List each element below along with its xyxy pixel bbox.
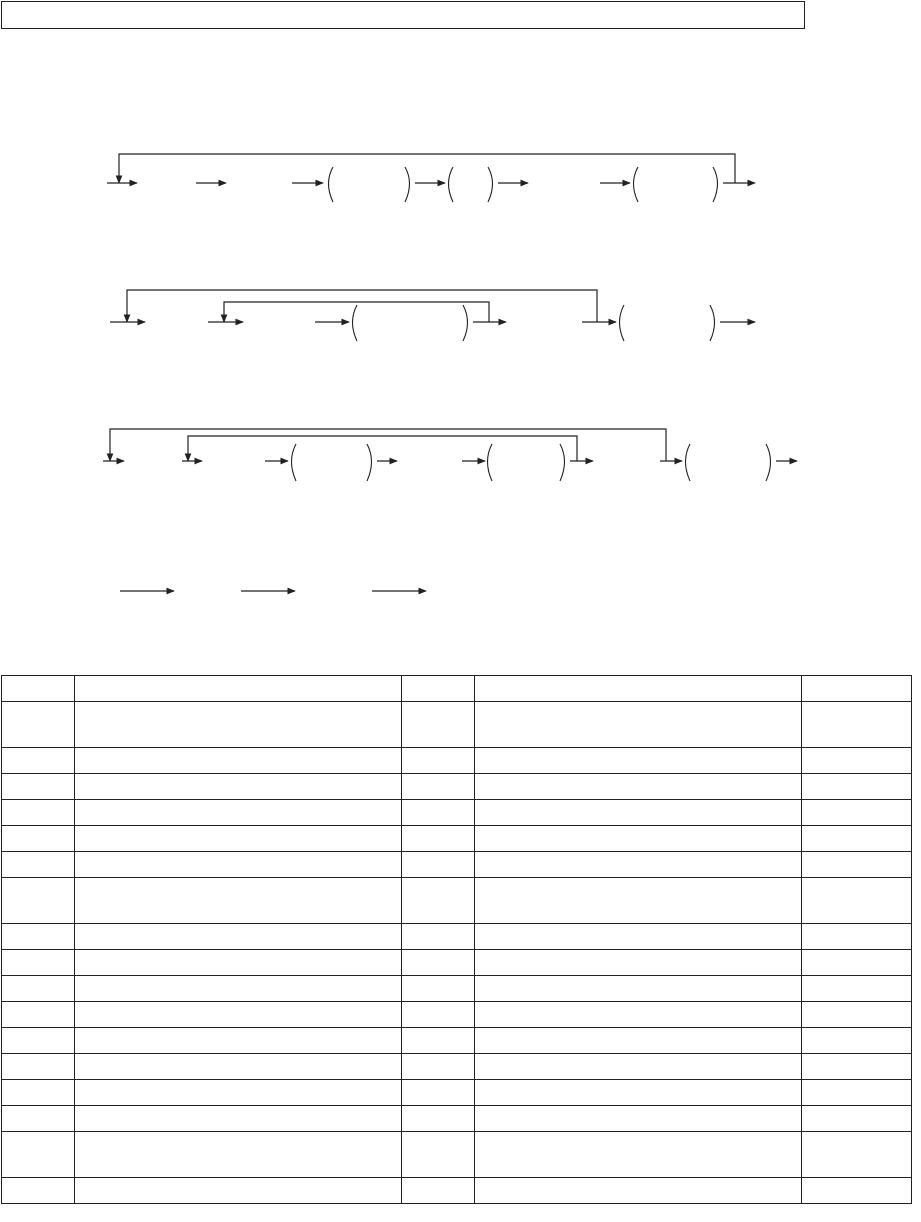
table-cell <box>802 1002 912 1028</box>
table-row <box>2 702 912 748</box>
table-cell <box>475 852 802 878</box>
table-cell <box>402 774 475 800</box>
table-cell <box>475 748 802 774</box>
table-cell <box>802 1132 912 1178</box>
table-cell <box>402 1002 475 1028</box>
table-cell <box>75 1178 402 1204</box>
table-cell <box>402 1028 475 1054</box>
table-cell <box>75 1054 402 1080</box>
table-cell <box>75 1002 402 1028</box>
table-cell <box>802 976 912 1002</box>
table-cell <box>2 1178 75 1204</box>
table-cell <box>2 702 75 748</box>
table-cell <box>402 800 475 826</box>
table-row <box>2 1054 912 1080</box>
table-row <box>2 1178 912 1204</box>
table-row <box>2 826 912 852</box>
table-cell <box>2 748 75 774</box>
table-cell <box>475 774 802 800</box>
table-cell <box>2 676 75 702</box>
table-row <box>2 950 912 976</box>
table-cell <box>75 878 402 924</box>
table-row <box>2 924 912 950</box>
syntax-diagram-1 <box>107 154 755 202</box>
table-cell <box>475 950 802 976</box>
table-cell <box>475 1106 802 1132</box>
table-cell <box>475 826 802 852</box>
table-cell <box>2 1106 75 1132</box>
table-cell <box>475 878 802 924</box>
table-cell <box>475 1132 802 1178</box>
table-cell <box>802 878 912 924</box>
table-cell <box>475 1054 802 1080</box>
table-row <box>2 1132 912 1178</box>
table-cell <box>802 852 912 878</box>
table-cell <box>402 1054 475 1080</box>
table-row <box>2 1080 912 1106</box>
table-cell <box>75 774 402 800</box>
table-cell <box>475 924 802 950</box>
table-cell <box>75 800 402 826</box>
table-cell <box>475 800 802 826</box>
table-row <box>2 1002 912 1028</box>
table-cell <box>75 702 402 748</box>
syntax-diagram-3 <box>103 429 797 481</box>
table-cell <box>402 826 475 852</box>
table-cell <box>402 1178 475 1204</box>
table-cell <box>802 1080 912 1106</box>
table-cell <box>802 1106 912 1132</box>
table-cell <box>802 950 912 976</box>
table-cell <box>2 1054 75 1080</box>
table-cell <box>2 950 75 976</box>
table-cell <box>802 1054 912 1080</box>
table-row <box>2 676 912 702</box>
table-cell <box>402 1132 475 1178</box>
table-cell <box>402 676 475 702</box>
table-cell <box>2 976 75 1002</box>
table-cell <box>402 878 475 924</box>
syntax-diagram-2 <box>110 290 755 341</box>
table-cell <box>802 774 912 800</box>
table-cell <box>402 976 475 1002</box>
table-cell <box>402 1080 475 1106</box>
table-cell <box>75 1132 402 1178</box>
table-cell <box>475 1178 802 1204</box>
table-row <box>2 878 912 924</box>
table-cell <box>402 1106 475 1132</box>
table-cell <box>802 676 912 702</box>
table-row <box>2 800 912 826</box>
table-row <box>2 1028 912 1054</box>
table-cell <box>402 852 475 878</box>
table-cell <box>75 852 402 878</box>
table-row <box>2 852 912 878</box>
table-cell <box>75 748 402 774</box>
table-cell <box>2 1002 75 1028</box>
spec-table-body <box>2 676 912 1204</box>
table-cell <box>402 702 475 748</box>
table-cell <box>475 1002 802 1028</box>
table-cell <box>2 1132 75 1178</box>
table-cell <box>2 1028 75 1054</box>
table-cell <box>2 852 75 878</box>
table-cell <box>2 924 75 950</box>
table-cell <box>802 800 912 826</box>
table-cell <box>75 924 402 950</box>
table-cell <box>475 1080 802 1106</box>
table-cell <box>475 976 802 1002</box>
table-row <box>2 774 912 800</box>
table-cell <box>75 826 402 852</box>
table-cell <box>75 676 402 702</box>
table-cell <box>75 1028 402 1054</box>
table-cell <box>75 950 402 976</box>
table-cell <box>402 950 475 976</box>
table-cell <box>802 748 912 774</box>
table-cell <box>75 1106 402 1132</box>
table-cell <box>75 1080 402 1106</box>
table-cell <box>2 774 75 800</box>
table-cell <box>2 826 75 852</box>
table-cell <box>402 924 475 950</box>
table-cell <box>2 878 75 924</box>
table-cell <box>475 676 802 702</box>
table-cell <box>402 748 475 774</box>
table-cell <box>802 702 912 748</box>
table-cell <box>802 826 912 852</box>
table-cell <box>802 924 912 950</box>
table-row <box>2 1106 912 1132</box>
table-cell <box>2 800 75 826</box>
table-cell <box>802 1178 912 1204</box>
spec-table <box>1 675 912 1204</box>
table-cell <box>2 1080 75 1106</box>
table-row <box>2 976 912 1002</box>
table-cell <box>802 1028 912 1054</box>
table-cell <box>475 1028 802 1054</box>
table-cell <box>475 702 802 748</box>
table-cell <box>75 976 402 1002</box>
table-row <box>2 748 912 774</box>
